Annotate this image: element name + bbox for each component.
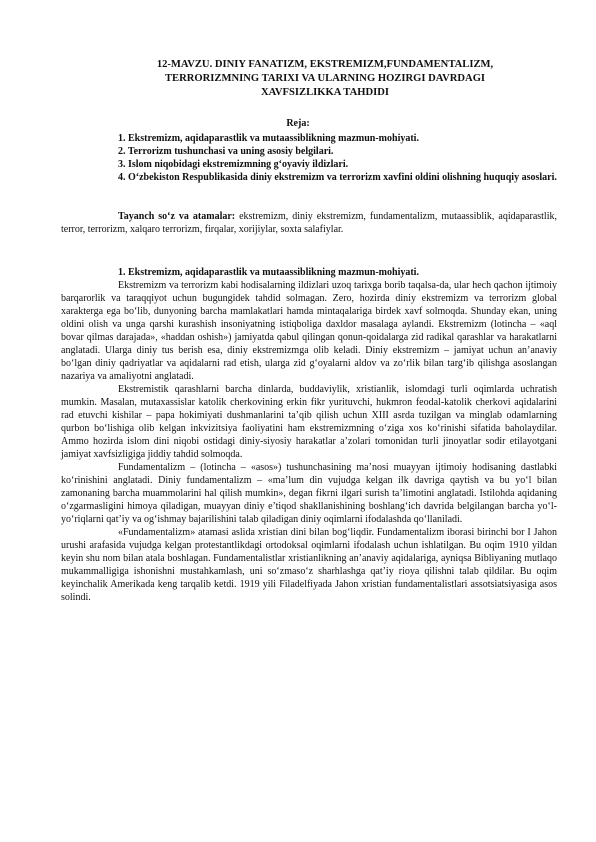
key-terms-text: ekstremizm, diniy ekstremizm, fundamentalizm, mutaassiblik, aqidaparastlik, terror, terrorizm, xalqaro terrorizm, firqalar, xorijiylar, soxta salafiylar. [61, 211, 557, 235]
title-line-3: XAVFSIZLIKKA TAHDIDI [260, 87, 390, 98]
document-title [100, 58, 550, 100]
plan-item-3: 3. Islom niqobidagi ekstremizmning g‘oyaviy ildizlari. [118, 159, 349, 170]
section-1-heading: 1. Ekstremizm, aqidaparastlik va mutaassiblikning mazmun-mohiyati. [118, 267, 419, 278]
key-terms-label: Tayanch so‘z va atamalar: [118, 211, 236, 222]
plan-item-1: 1. Ekstremizm, aqidaparastlik va mutaassiblikning mazmun-mohiyati. [118, 133, 419, 144]
title-line-2: TERRORIZMNING TARIXI VA ULARNING HOZIRGI DAVRDAGI [164, 73, 486, 84]
plan-list [61, 132, 557, 184]
section-1-paragraph-1: Ekstremizm va terrorizm kabi hodisalarning ildizlari uzoq tarixga borib taqalsa-da, ular hech qachon ijtimoiy barqarorlik va taraqqiyot uchun bugungidek tahdid solmagan. Zero, hozirda diniy ekstremizm va terrorizm global xarakterga ega bo‘lib, dunyoning barcha mamlakatlari hamda mintaqalariga birdek xavf solmoqda. Shunday ekan, uning oldini olish va unga qarshi kurashish insoniyatning istiqboliga daxldor masalaga aylandi. Ekstremizm (lotincha – «aql bovar qilmas darajada», «haddan oshish») jamiyatda qabul qilingan qonun-qoidalarga zid radikal qarashlar va harakatlarni anglatadi. Ularga diniy tus berish esa, diniy ekstremizmga olib keladi. Diniy ekstremizm – jamiyat uchun an’anaviy bo‘lgan diniy qadriyatlar va aqidalarni rad etish, ularga zid g‘oyalarni aldov va zo‘rlik bilan targ‘ib qilishga asoslangan nazariya va amaliyotni anglatadi. [61, 280, 557, 382]
title-line-1: 12-MAVZU. DINIY FANATIZM, EKSTREMIZM,FUNDAMENTALIZM, [156, 59, 494, 70]
section-1-paragraph-4: «Fundamentalizm» atamasi aslida xristian dini bilan bog‘liqdir. Fundamentalizm iborasi birinchi bor I Jahon urushi arafasida vujudga kelgan protestantlikdagi ortodoksal oqimlarni ifodalash uchun ishlatilgan. Bu oqim 1910 yildan keyin shu nom bilan atala boshlagan. Fundamentalistlar xristianlikning an’anaviy aqidalariga, ayniqsa Bibliyaning mutlaqo mukammalligiga ishonishni mustahkamlash, uni so‘zmaso‘z sharhlashga qat’iy rioya qilishni talab qildilar. Bu oqim keyinchalik Amerikada keng tarqalib ketdi. 1919 yili Filadelfiyada Jahon xristian fundamentalistlari assotsiatsiyasiga asos solindi. [61, 527, 557, 603]
section-1-paragraph-3: Fundamentalizm – (lotincha – «asos») tushunchasining ma’nosi muayyan ijtimoiy hodisaning dastlabki ko‘rinishini anglatadi. Diniy fundamentalizm – «ma’lum din vujudga kelgan ilk davriga qaytish va bu yo‘l bilan zamonaning barcha muammolarini hal qilish mumkin», degan fikrni ilgari surish ta’limotini anglatadi. Istilohda aqidaning o‘zgarmasligini himoya qiladigan, muayyan diniy e’tiqod shakllanishining boshlang‘ich davrida belgilangan barcha yo‘l-yo‘riqlarni qat’iy va og‘ishmay bajarilishini talab qiladigan diniy oqimlarni ifodalashda qo‘llaniladi. [61, 462, 557, 525]
section-1-paragraph-2: Ekstremistik qarashlarni barcha dinlarda, buddaviylik, xristianlik, islomdagi turli oqimlarda uchratish mumkin. Masalan, mutaxassislar katolik cherkovining erkin fikr yurituvchi, hukmron feodal-katolik cherkovi aqidalarini rad etuvchi kishilar – papa hokimiyati dushmanlarini ta’qib qilish uchun XIII asrda tuzilgan va minglab odamlarning qurbon bo‘lishiga olib kelgan inkvizitsiya faoliyatini ham ekstremizmning o‘ziga xos ko‘rinishi sifatida baholaydilar. Ammo hozirda islom dini niqobi ostidagi diniy-siyosiy harakatlar a’zolari tomonidan turli jinoyatlar sodir etilayotgani jamiyat xavfsizligiga jiddiy tahdid solmoqda. [61, 384, 557, 460]
plan-item-4: 4. O‘zbekiston Respublikasida diniy ekstremizm va terrorizm xavfini oldini olishning huquqiy asoslari. [118, 172, 557, 183]
plan-heading: Reja: [286, 118, 310, 129]
plan-item-2: 2. Terrorizm tushunchasi va uning asosiy belgilari. [118, 146, 334, 157]
key-terms-paragraph [61, 210, 557, 236]
section-1 [61, 266, 557, 604]
